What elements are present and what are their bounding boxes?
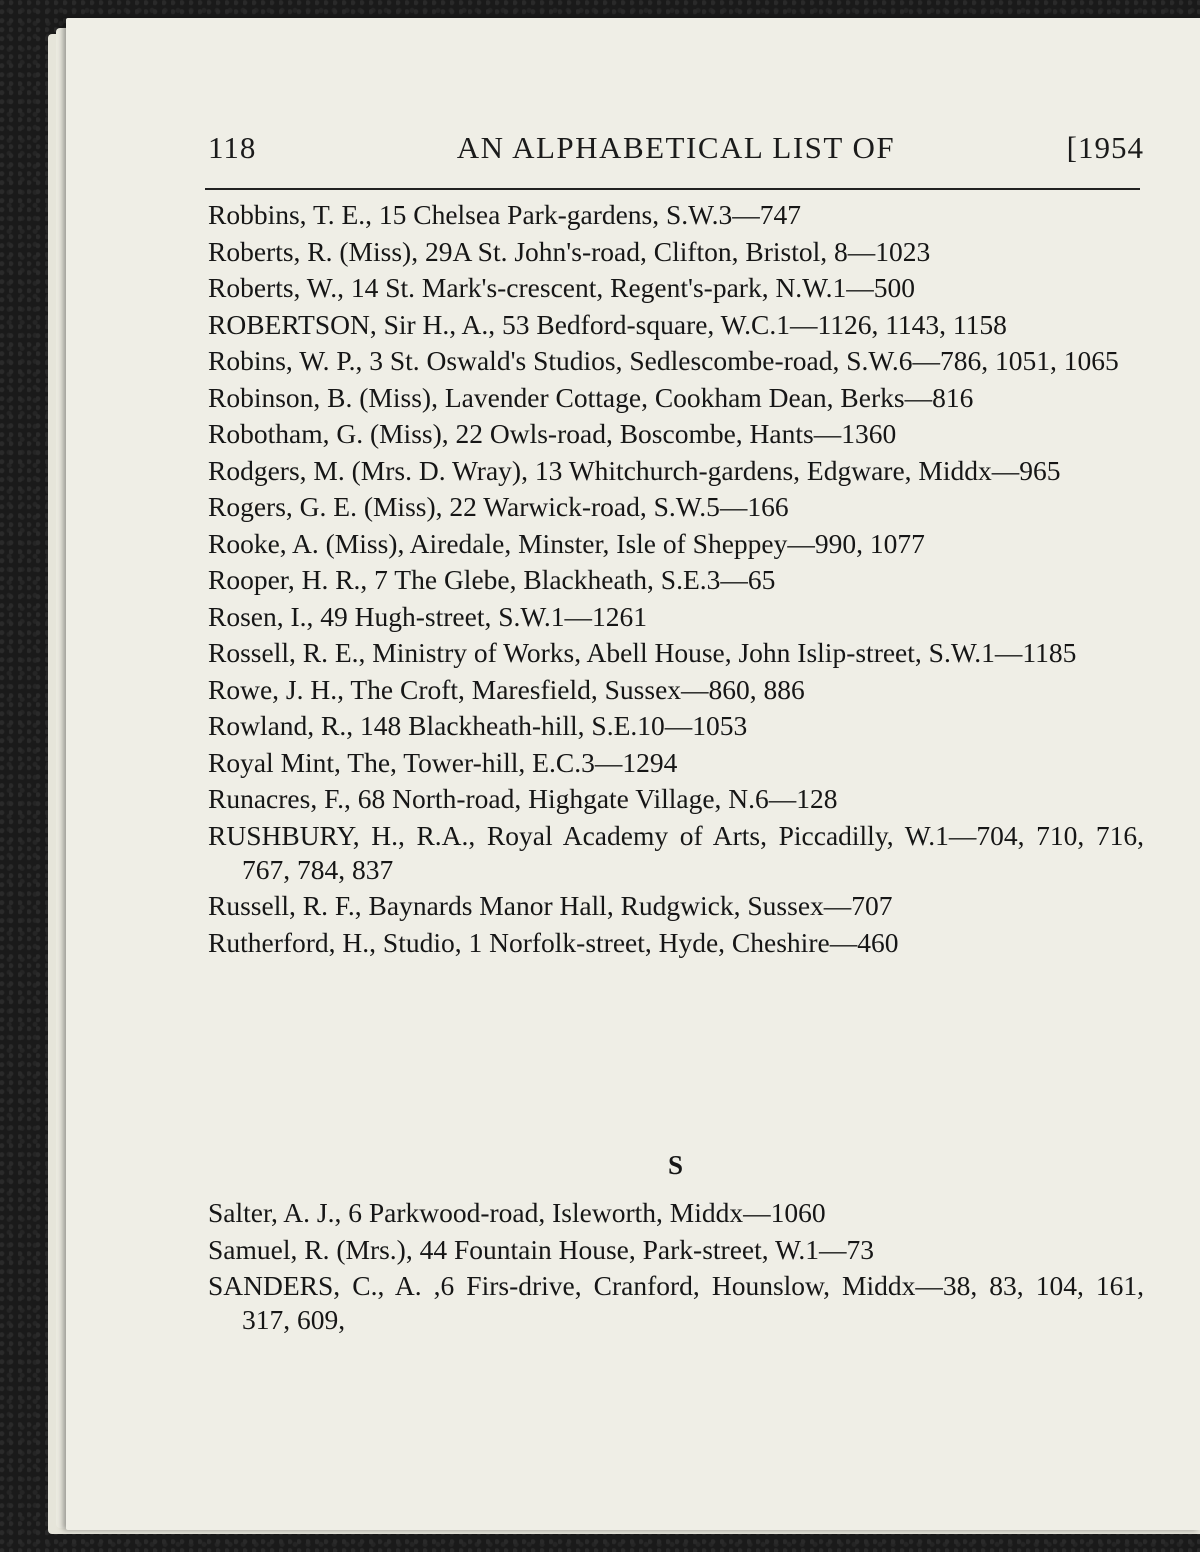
list-entry: Rooper, H. R., 7 The Glebe, Blackheath, S.E.3—65 <box>208 564 776 595</box>
list-entry: Rooke, A. (Miss), Airedale, Minster, Isle of Sheppey—990, 1077 <box>208 527 925 559</box>
list-entry: Robins, W. P., 3 St. Oswald's Studios, Sedlescombe-road, S.W.6—786, 1051, 1065 <box>208 345 1119 376</box>
list-entry: Rowland, R., 148 Blackheath-hill, S.E.10—1053 <box>208 710 748 741</box>
list-entry: SANDERS, C., A. ,6 Firs-drive, Cranford, Hounslow, Middx—38, 83, 104, 161, 317, 609, <box>208 1270 1144 1335</box>
entry-list-s <box>208 1196 1144 1340</box>
list-entry: Rowe, J. H., The Croft, Maresfield, Sussex—860, 886 <box>208 673 805 705</box>
list-entry: Salter, A. J., 6 Parkwood-road, Isleworth, Middx—1060 <box>208 1197 826 1228</box>
list-entry: Rossell, R. E., Ministry of Works, Abell House, John Islip-street, S.W.1—1185 <box>208 637 1077 668</box>
header-rule <box>205 188 1140 190</box>
list-entry: Rutherford, H., Studio, 1 Norfolk-street, Hyde, Cheshire—460 <box>208 926 899 958</box>
list-entry: Samuel, R. (Mrs.), 44 Fountain House, Park-street, W.1—73 <box>208 1233 875 1265</box>
list-entry: RUSHBURY, H., R.A., Royal Academy of Arts, Piccadilly, W.1—704, 710, 716, 767, 784, 837 <box>208 819 1144 885</box>
list-entry: Rodgers, M. (Mrs. D. Wray), 13 Whitchurch-gardens, Edgware, Middx—965 <box>208 454 1061 486</box>
section-heading-s: S <box>667 1150 685 1180</box>
list-entry: Rosen, I., 49 Hugh-street, S.W.1—1261 <box>208 600 647 632</box>
list-entry: Robinson, B. (Miss), Lavender Cottage, Cookham Dean, Berks—816 <box>208 381 974 413</box>
list-entry: Royal Mint, The, Tower-hill, E.C.3—1294 <box>208 746 678 778</box>
list-entry: Russell, R. F., Baynards Manor Hall, Rudgwick, Sussex—707 <box>208 890 893 921</box>
page-title: AN ALPHABETICAL LIST OF <box>456 130 896 165</box>
list-entry: Runacres, F., 68 North-road, Highgate Village, N.6—128 <box>208 783 838 814</box>
list-entry: Roberts, W., 14 St. Mark's-crescent, Regent's-park, N.W.1—500 <box>208 272 915 303</box>
list-entry: ROBERTSON, Sir H., A., 53 Bedford-square, W.C.1—1126, 1143, 1158 <box>208 308 1007 340</box>
running-head <box>208 126 1144 176</box>
list-entry: Robotham, G. (Miss), 22 Owls-road, Boscombe, Hants—1360 <box>208 418 897 449</box>
list-entry: Roberts, R. (Miss), 29A St. John's-road, Clifton, Bristol, 8—1023 <box>208 235 931 267</box>
list-entry: Robbins, T. E., 15 Chelsea Park-gardens, S.W.3—747 <box>208 199 801 230</box>
page-year: [1954 <box>1066 130 1144 165</box>
list-entry: Rogers, G. E. (Miss), 22 Warwick-road, S.W.5—166 <box>208 491 789 522</box>
entry-list-r <box>208 198 1144 962</box>
page-number: 118 <box>208 130 257 165</box>
